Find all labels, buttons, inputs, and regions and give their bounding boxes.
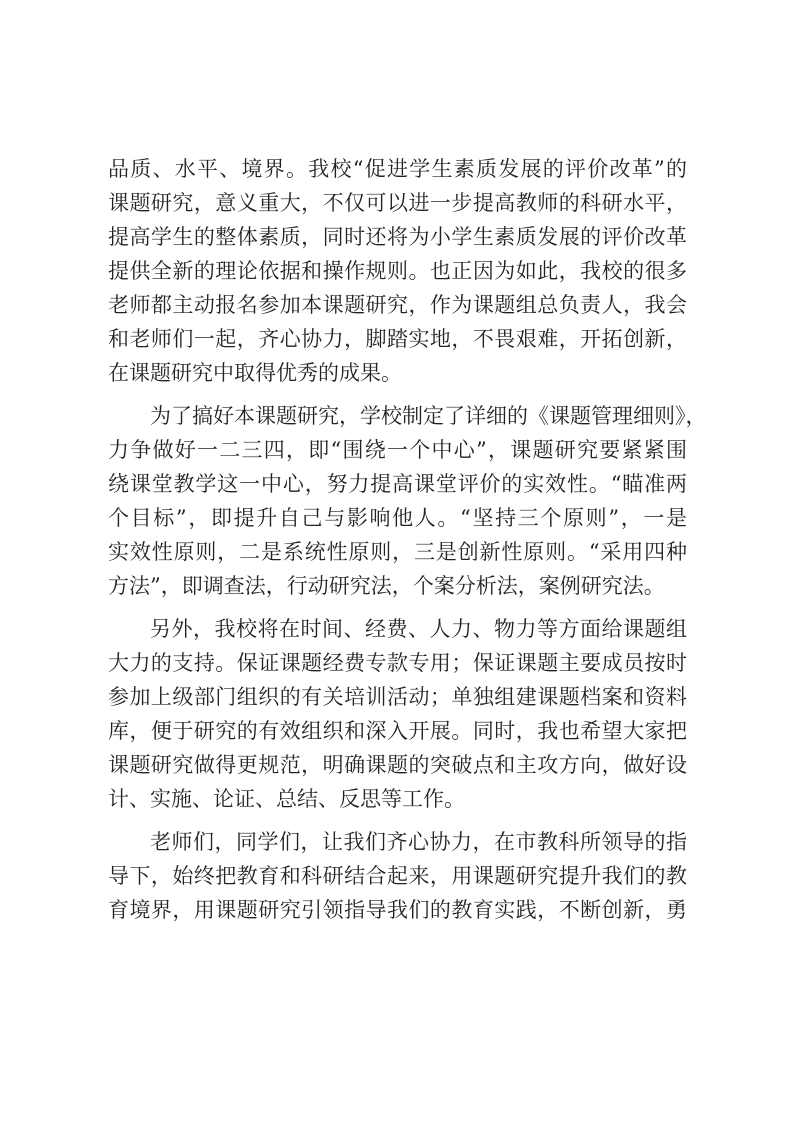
text-line: 参加上级部门组织的有关培训活动；单独组建课题档案和资料 [108, 685, 687, 709]
text-line: 在课题研究中取得优秀的成果。 [108, 361, 402, 385]
text-line: 老师都主动报名参加本课题研究，作为课题组总负责人，我会 [108, 293, 687, 317]
text-line: 老师们，同学们，让我们齐心协力，在市教科所领导的指 [150, 830, 687, 854]
text-line: 实效性原则，二是系统性原则，三是创新性原则。“采用四种 [108, 540, 687, 564]
text-line: 品质、水平、境界。我校“促进学生素质发展的评价改革”的 [108, 157, 687, 181]
paragraph-3 [108, 612, 687, 816]
text-line: 为了搞好本课题研究，学校制定了详细的《课题管理细则》， [150, 404, 707, 428]
text-line: 绕课堂教学这一中心，努力提高课堂评价的实效性。“瞄准两 [108, 472, 687, 496]
text-line: 库，便于研究的有效组织和深入开展。同时，我也希望大家把 [108, 719, 687, 743]
text-line: 个目标”，即提升自己与影响他人。“坚持三个原则”，一是 [108, 506, 687, 530]
paragraph-4 [108, 825, 687, 927]
document-body [108, 152, 707, 936]
text-line: 计、实施、论证、总结、反思等工作。 [108, 787, 465, 811]
text-line: 导下，始终把教育和科研结合起来，用课题研究提升我们的教 [108, 864, 687, 888]
text-line: 课题研究做得更规范，明确课题的突破点和主攻方向，做好设 [108, 753, 687, 777]
text-line: 方法”，即调查法，行动研究法，个案分析法，案例研究法。 [108, 574, 665, 598]
text-line: 力争做好一二三四，即“围绕一个中心”，课题研究要紧紧围 [108, 438, 687, 462]
text-line: 育境界，用课题研究引领指导我们的教育实践，不断创新，勇 [108, 898, 687, 922]
text-line: 课题研究，意义重大，不仅可以进一步提高教师的科研水平， [108, 191, 687, 215]
text-line: 和老师们一起，齐心协力，脚踏实地，不畏艰难，开拓创新， [108, 327, 687, 351]
text-line: 提高学生的整体素质，同时还将为小学生素质发展的评价改革 [108, 225, 687, 249]
text-line: 另外，我校将在时间、经费、人力、物力等方面给课题组 [150, 617, 687, 641]
paragraph-1 [108, 152, 687, 390]
text-line: 大力的支持。保证课题经费专款专用；保证课题主要成员按时 [108, 651, 687, 675]
text-line: 提供全新的理论依据和操作规则。也正因为如此，我校的很多 [108, 259, 687, 283]
paragraph-2 [108, 399, 707, 603]
